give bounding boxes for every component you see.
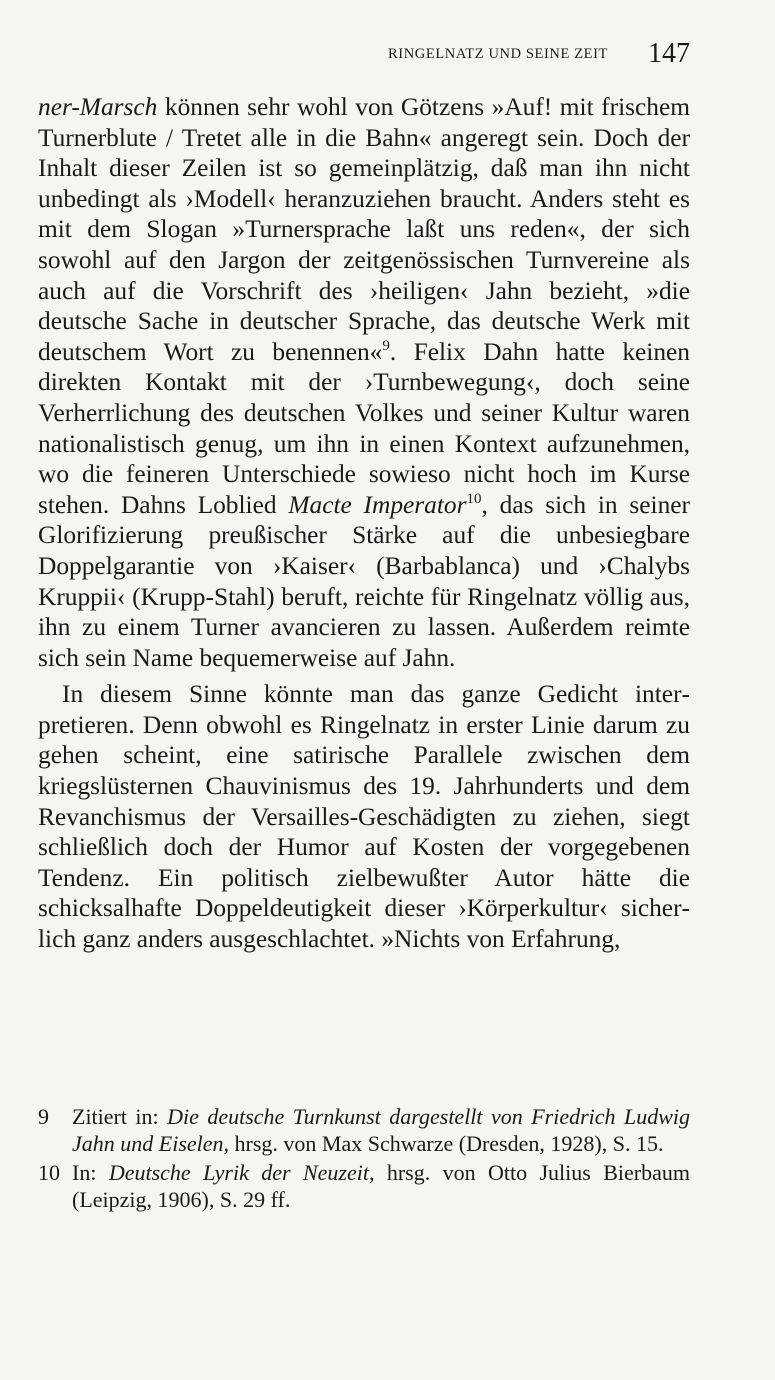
text-segment: ner-Marsch [38, 93, 158, 121]
footnotes [38, 1104, 690, 1216]
text-segment: . Felix Dahn hatte keinen direkten Kontakt mit der ›Turnbewegung‹, doch seine Verherrlichung des deutschen Volkes und seiner Kultur waren nationalistisch genug, um ihn in einen Kontext aufzunehmen, wo die feineren Unterschiede sowieso nicht hoch im Kurse stehen. Dahns Loblied [38, 337, 690, 519]
footnote-number: 10 [38, 1160, 60, 1185]
footnote-number: 9 [38, 1104, 49, 1129]
footnote [38, 1104, 690, 1157]
text-segment: In: [72, 1160, 109, 1185]
text-segment: hrsg. von Max Schwarze (Dresden, 1928), S. 15. [229, 1130, 664, 1156]
paragraph [38, 92, 690, 673]
footnote-ref: 10 [466, 490, 482, 507]
paragraph [38, 679, 690, 954]
footnote-text [72, 1160, 690, 1213]
text-segment: können sehr wohl von Götzens »Auf! mit frischem Turnerblute / Tretet alle in die Bahn« angeregt sein. Doch der Inhalt dieser Zeilen ist so gemeinplätzig, daß man ihn nicht unbedingt als ›Modell‹ heranzuziehen braucht. Anders steht es mit dem Slogan »Turnersprache laßt uns reden«, der sich sowohl auf den Jargon der zeitgenössischen Turnvereine als auch auf die Vorschrift des ›heiligen‹ Jahn bezieht, »die deutsche Sache in deutscher Sprache, das deutsche Werk mit deutschem Wort zu benennen« [38, 93, 690, 366]
page-number: 147 [648, 38, 690, 69]
running-head [38, 40, 690, 70]
text-segment: , das sich in seiner Glorifizierung preußischer Stärke auf die unbesiegbare Doppelgarantie von ›Kaiser‹ (Barbablanca) und ›Chalybs Kruppii‹ (Krupp-Stahl) beruft, reichte für Ringelnatz völlig aus, ihn zu einem Turner avancieren zu lassen. Außerdem reimte sich sein Name bequemerweise auf Jahn. [38, 490, 691, 672]
text-segment: Zitiert in: [72, 1104, 168, 1129]
text-segment: Die deutsche Turnkunst dargestellt von Friedrich Ludwig Jahn und Eiselen, [72, 1104, 691, 1156]
footnote [38, 1160, 690, 1213]
text-segment: hrsg. von Otto Julius Bierbaum (Leipzig, 1906), S. 29 ff. [72, 1160, 690, 1212]
body-text [38, 92, 690, 955]
text-segment: Macte Imperator [288, 490, 467, 519]
footnote-text [72, 1104, 690, 1157]
footnote-ref: 9 [382, 337, 390, 354]
text-segment: Deutsche Lyrik der Neuzeit, [108, 1160, 375, 1185]
text-segment: In diesem Sinne könnte man das ganze Gedicht interpretieren. Denn obwohl es Ringelnatz in erster Linie darum zu gehen scheint, eine satirische Parallele zwischen dem kriegslüsternen Chauvinismus des 19. Jahrhunderts und dem Revanchismus der Versailles-Geschädigten zu ziehen, siegt schließlich doch der Humor auf Kosten der vorgegebenen Tendenz. Ein politisch zielbewußter Autor hätte die schicksalhafte Doppeldeutigkeit dieser ›Körperkultur‹ sicherlich ganz anders ausgeschlachtet. »Nichts von Erfahrung, [38, 680, 690, 954]
running-title: RINGELNATZ UND SEINE ZEIT [388, 46, 608, 62]
